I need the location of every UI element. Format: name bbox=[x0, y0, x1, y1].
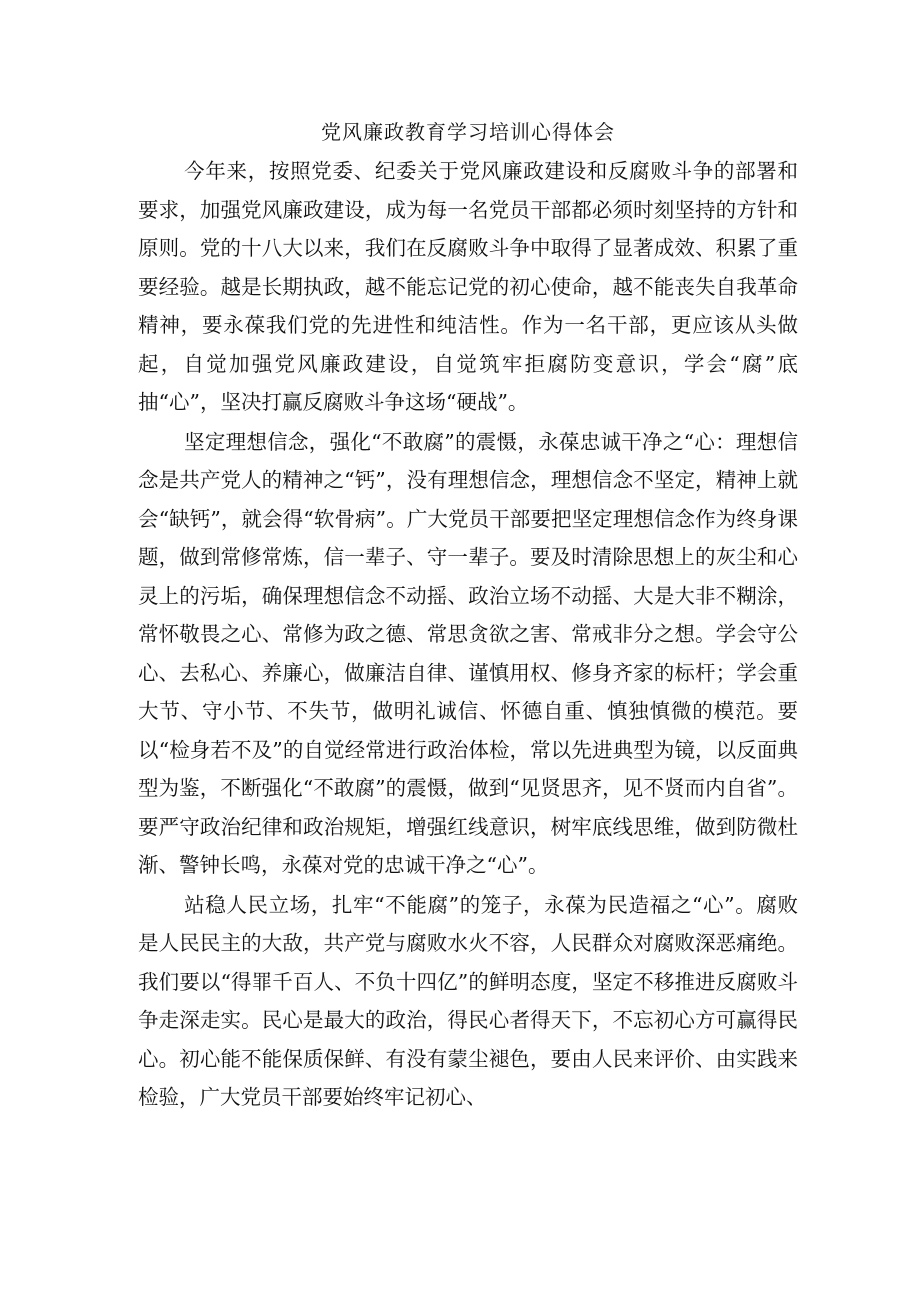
document-title: 党风廉政教育学习培训心得体会 bbox=[321, 120, 615, 144]
paragraph-ideals: 坚定理想信念，强化“不敢腐”的震慑，永葆忠诚干净之“心：理想信念是共产党人的精神之“钙”，没有理想信念，理想信念不坚定，精神上就会“缺钙”，就会得“软骨病”。广大党员干部要把坚定理想信念作为终身课题，做到常修常炼，信一辈子、守一辈子。要及时清除思想上的灰尘和心灵上的污垢，确保理想信念不动摇、政治立场不动摇、大是大非不糊涂，常怀敬畏之心、常修为政之德、常思贪欲之害、常戒非分之想。学会守公心、去私心、养廉心，做廉洁自律、谨慎用权、修身齐家的标杆；学会重大节、守小节、不失节，做明礼诚信、怀德自重、慎独慎微的模范。要以“检身若不及”的自觉经常进行政治体检，常以先进典型为镜，以反面典型为鉴，不断强化“不敢腐”的震慑，做到“见贤思齐，见不贤而内自省”。要严守政治纪律和政治规矩，增强红线意识，树牢底线思维，做到防微杜渐、警钟长鸣，永葆对党的忠诚干净之“心”。 bbox=[138, 429, 798, 877]
paragraph-people: 站稳人民立场，扎牢“不能腐”的笼子，永葆为民造福之“心”。腐败是人民民主的大敌，共产党与腐败水火不容，人民群众对腐败深恶痛绝。我们要以“得罪千百人、不负十四亿”的鲜明态度，坚定不移推进反腐败斗争走深走实。民心是最大的政治，得民心者得天下，不忘初心方可赢得民心。初心能不能保质保鲜、有没有蒙尘褪色，要由人民来评价、由实践来检验，广大党员干部要始终牢记初心、 bbox=[138, 892, 798, 1109]
document-page bbox=[138, 112, 798, 1117]
paragraph-intro: 今年来，按照党委、纪委关于党风廉政建设和反腐败斗争的部署和要求，加强党风廉政建设，成为每一名党员干部都必须时刻坚持的方针和原则。党的十八大以来，我们在反腐败斗争中取得了显著成效、积累了重要经验。越是长期执政，越不能忘记党的初心使命，越不能丧失自我革命精神，要永葆我们党的先进性和纯洁性。作为一名干部，更应该从头做起，自觉加强党风廉政建设，自觉筑牢拒腐防变意识，学会“腐”底抽“心”，坚决打赢反腐败斗争这场“硬战”。 bbox=[138, 159, 798, 414]
